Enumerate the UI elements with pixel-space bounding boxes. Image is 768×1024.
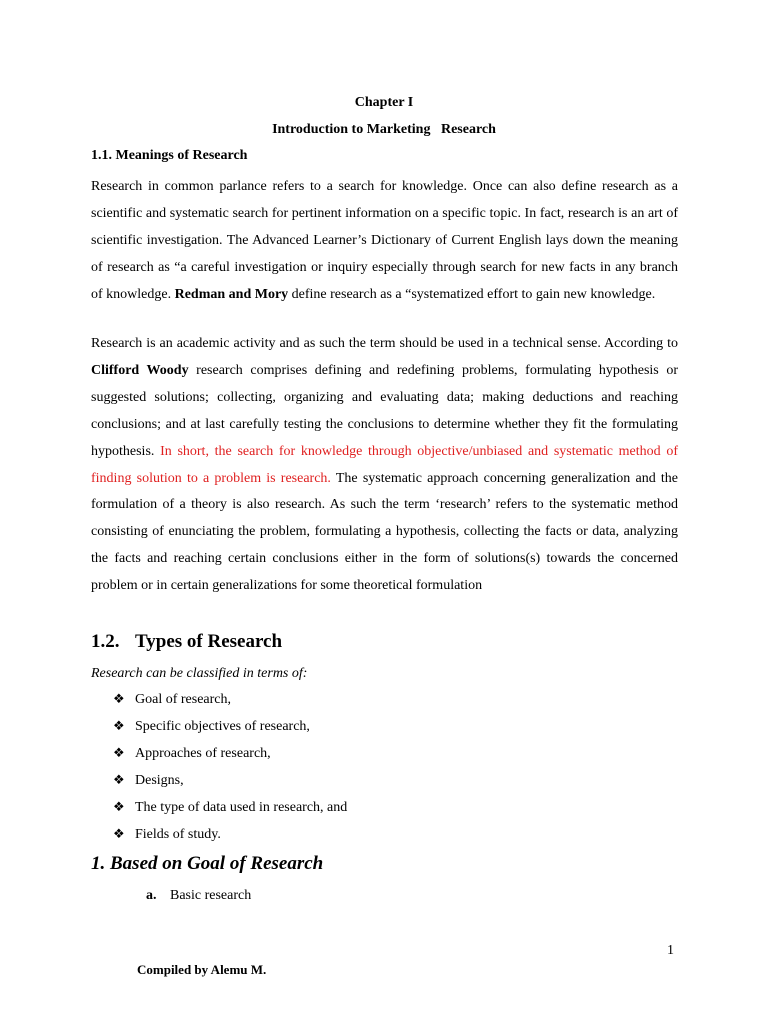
types-intro-text: Research can be classified in terms of: (91, 666, 308, 681)
list-item-text: The type of data used in research, and (135, 800, 348, 815)
list-item (113, 718, 347, 745)
types-list (113, 691, 347, 853)
subsection-item-basic-research (146, 887, 251, 905)
diamond-bullet-icon: ❖ (113, 719, 125, 734)
paragraph-text: Research is an academic activity and as such the term should be used in a technical sense. According to (91, 336, 678, 351)
item-text: Basic research (170, 888, 252, 903)
author-name-redman-mory: Redman and Mory (174, 286, 289, 302)
footer-compiled-by: Compiled by Alemu M. (137, 962, 267, 977)
list-item (113, 826, 347, 853)
list-item-text: Specific objectives of research, (135, 719, 310, 734)
section-heading-types (91, 630, 282, 654)
diamond-bullet-icon: ❖ (113, 800, 125, 815)
list-item-text: Goal of research, (135, 692, 232, 707)
item-letter: a. (146, 888, 157, 903)
list-item (113, 745, 347, 772)
diamond-bullet-icon: ❖ (113, 827, 125, 842)
highlighted-definition: In short, the search for knowledge through objective/unbiased and systematic method of finding solution to a problem is research. (91, 443, 678, 486)
section-title: Types of Research (135, 631, 283, 652)
paragraph-text: The systematic approach concerning generalization and the formulation of a theory is also research. As such the term ‘research’ refers to the systematic method consisting of enunciating the problem, formulating a hypothesis, collecting the facts or data, analyzing the facts and reaching certain conclusions either in the form of solutions(s) towards the concerned problem or in certain generalizations for some theoretical formulation (91, 470, 678, 594)
list-item (113, 691, 347, 718)
chapter-subtitle: Introduction to Marketing Research (272, 122, 496, 137)
chapter-title: Chapter I (354, 95, 414, 110)
list-item-text: Designs, (135, 773, 184, 788)
list-item (113, 772, 347, 799)
section-number: 1.2. (91, 631, 120, 652)
author-name-clifford-woody: Clifford Woody (91, 362, 189, 378)
section-heading-meanings: 1.1. Meanings of Research (91, 148, 248, 163)
list-item (113, 799, 347, 826)
list-item-text: Approaches of research, (135, 746, 271, 761)
diamond-bullet-icon: ❖ (113, 773, 125, 788)
subsection-heading-goal: 1. Based on Goal of Research (91, 853, 324, 874)
diamond-bullet-icon: ❖ (113, 746, 125, 761)
paragraph-text: Research in common parlance refers to a search for knowledge. Once can also define research as a scientific and systematic search for pertinent information on a specific topic. In fact, research is an art of scientific investigation. The Advanced Learner’s Dictionary of Current English lays down the meaning of research as “a careful investigation or inquiry especially through search for new facts in any branch of knowledge. (91, 179, 678, 302)
paragraph-text: research comprises defining and redefining problems, formulating hypothesis or suggested solutions; collecting, organizing and evaluating data; making deductions and reaching conclusions; and at last carefully testing the conclusions to determine whether they fit the formulating hypothesis. (91, 362, 678, 459)
paragraph-text: define research as a “systematized effort to gain new knowledge. (288, 286, 656, 302)
list-item-text: Fields of study. (135, 827, 221, 842)
diamond-bullet-icon: ❖ (113, 692, 125, 707)
page-number: 1 (667, 943, 674, 958)
paragraph-meaning-of-research (91, 174, 678, 309)
paragraph-research-definition (91, 331, 678, 600)
